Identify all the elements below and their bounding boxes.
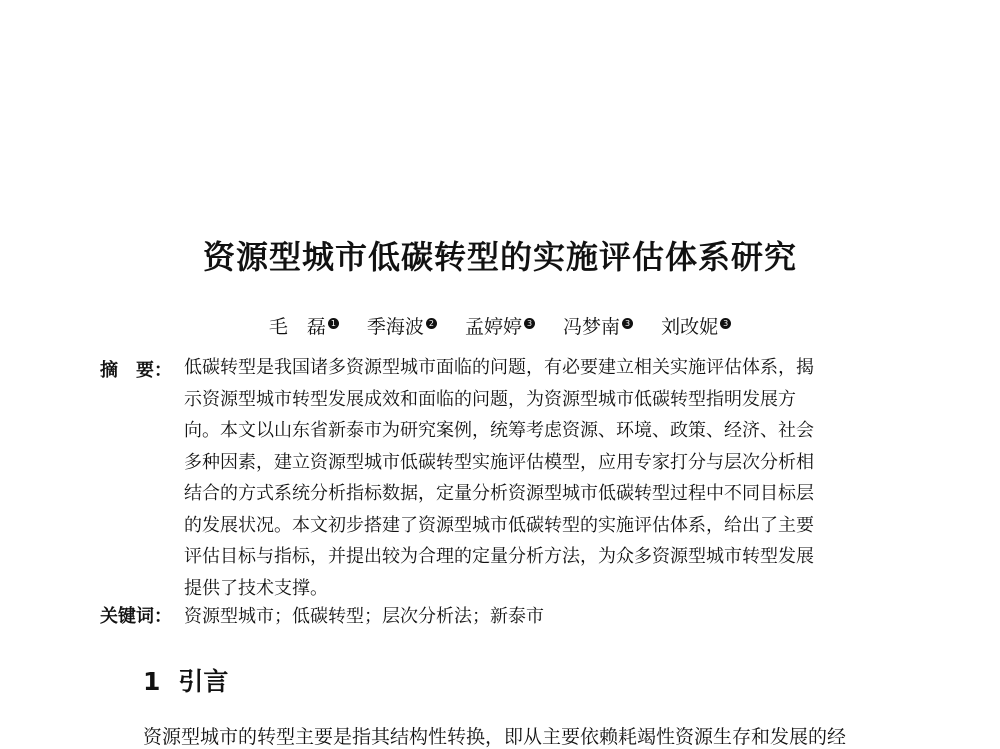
abstract-line: 低碳转型是我国诸多资源型城市面临的问题，有必要建立相关实施评估体系，揭 <box>184 357 814 378</box>
abstract-line: 示资源型城市转型发展成效和面临的问题，为资源型城市低碳转型指明发展方 <box>184 388 796 410</box>
abstract-line: 向。本文以山东省新泰市为研究案例，统筹考虑资源、环境、政策、经济、社会 <box>184 420 814 441</box>
paper-title: 资源型城市低碳转型的实施评估体系研究 <box>202 238 797 276</box>
abstract-body <box>184 352 896 604</box>
body-paragraph: 资源型城市的转型主要是指其结构性转换，即从主要依赖耗竭性资源生存和发展的经 <box>143 726 847 748</box>
affiliation-mark: 3 <box>720 318 731 329</box>
author <box>367 312 437 339</box>
author-name: 毛 磊 <box>268 316 326 338</box>
affiliation-mark: 1 <box>328 318 339 329</box>
author-name: 孟婷婷 <box>464 316 522 338</box>
section-heading <box>143 662 228 698</box>
keywords-text: 资源型城市；低碳转型；层次分析法；新泰市 <box>184 606 544 627</box>
author-name: 季海波 <box>366 316 424 338</box>
abstract-line: 评估目标与指标，并提出较为合理的定量分析方法，为众多资源型城市转型发展 <box>184 546 814 567</box>
abstract-label: 摘 要： <box>100 360 172 381</box>
author <box>465 312 535 339</box>
author <box>563 312 633 339</box>
author-name: 刘改妮 <box>661 316 719 338</box>
author-name: 冯梦南 <box>563 316 621 338</box>
abstract-line: 多种因素，建立资源型城市低碳转型实施评估模型，应用专家打分与层次分析相 <box>184 451 814 473</box>
keywords-label: 关键词： <box>100 606 172 627</box>
author <box>269 312 339 339</box>
section-title: 引言 <box>178 667 229 696</box>
affiliation-mark: 3 <box>524 318 535 329</box>
abstract-line: 的发展状况。本文初步搭建了资源型城市低碳转型的实施评估体系，给出了主要 <box>184 514 814 536</box>
affiliation-mark: 3 <box>622 318 633 329</box>
abstract-line: 结合的方式系统分析指标数据，定量分析资源型城市低碳转型过程中不同目标层 <box>184 483 814 504</box>
author-list <box>0 312 1000 339</box>
affiliation-mark: 2 <box>426 318 437 329</box>
section-number: 1 <box>143 667 161 696</box>
author <box>661 312 731 339</box>
abstract-line: 提供了技术支撑。 <box>184 577 328 599</box>
